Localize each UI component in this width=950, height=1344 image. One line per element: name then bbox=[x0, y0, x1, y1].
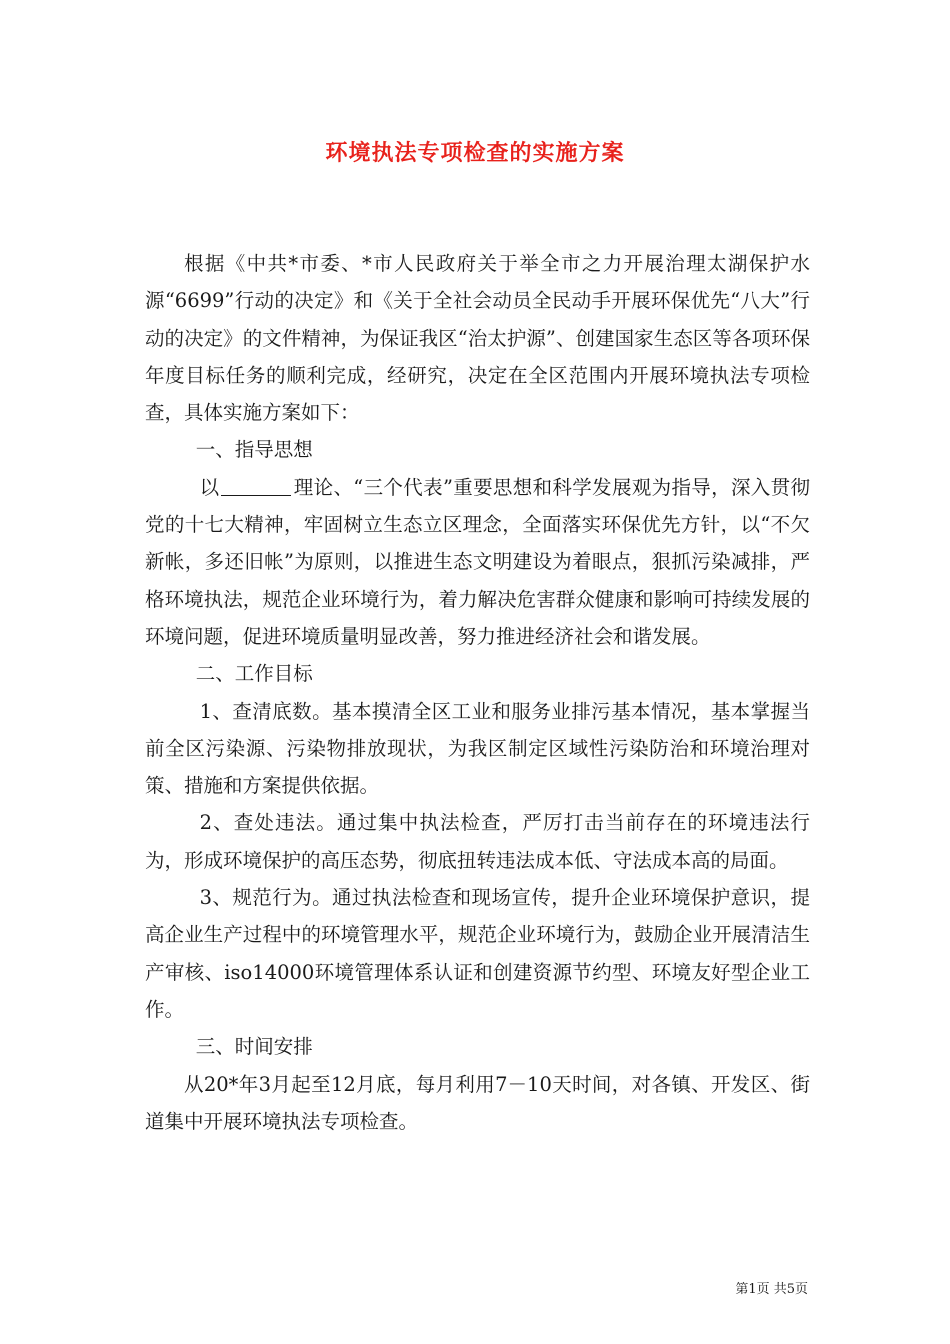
section-heading-work-goals: 二、工作目标 bbox=[195, 662, 313, 686]
schedule-paragraph: 从20*年3月起至12月底，每月利用7－10天时间，对各镇、开发区、街道集中开展环境执法专项检查。 bbox=[145, 1072, 810, 1133]
guiding-thought-paragraph bbox=[145, 469, 810, 655]
work-goal-item-2: 2、查处违法。通过集中执法检查，严厉打击当前存在的环境违法行为，形成环境保护的高压态势，彻底扭转违法成本低、守法成本高的局面。 bbox=[145, 811, 810, 872]
work-goal-item-3: 3、规范行为。通过执法检查和现场宣传，提升企业环境保护意识，提高企业生产过程中的环境管理水平，规范企业环境行为，鼓励企业开展清洁生产审核、iso14000环境管理体系认证和创建资源节约型、环境友好型企业工作。 bbox=[145, 886, 810, 1021]
work-goal-item-1: 1、查清底数。基本摸清全区工业和服务业排污基本情况，基本掌握当前全区污染源、污染物排放现状，为我区制定区域性污染防治和环境治理对策、措施和方案提供依据。 bbox=[145, 699, 810, 798]
page-number-footer: 第1页 共5页 bbox=[735, 1282, 808, 1297]
document-body bbox=[145, 245, 810, 1140]
guiding-thought-text: 理论、“三个代表”重要思想和科学发展观为指导，深入贯彻党的十七大精神，牢固树立生态立区理念，全面落实环保优先方针，以“不欠新帐，多还旧帐”为原则，以推进生态文明建设为着眼点，狠抓污染减排，严格环境执法，规范企业环境行为，着力解决危害群众健康和影响可持续发展的环境问题，促进环境质量明显改善，努力推进经济社会和谐发展。 bbox=[145, 475, 810, 648]
section-heading-guiding-thought: 一、指导思想 bbox=[195, 438, 313, 462]
intro-paragraph: 根据《中共*市委、*市人民政府关于举全市之力开展治理太湖保护水源“6699”行动的决定》和《关于全社会动员全民动手开展环保优先“八大”行动的决定》的文件精神，为保证我区“治太护源”、创建国家生态区等各项环保年度目标任务的顺利完成，经研究，决定在全区范围内开展环境执法专项检查，具体实施方案如下： bbox=[145, 252, 810, 425]
guiding-thought-lead: 以 bbox=[199, 475, 220, 499]
fill-in-blank bbox=[221, 475, 291, 496]
section-heading-schedule: 三、时间安排 bbox=[195, 1035, 313, 1059]
document-title: 环境执法专项检查的实施方案 bbox=[325, 140, 625, 166]
